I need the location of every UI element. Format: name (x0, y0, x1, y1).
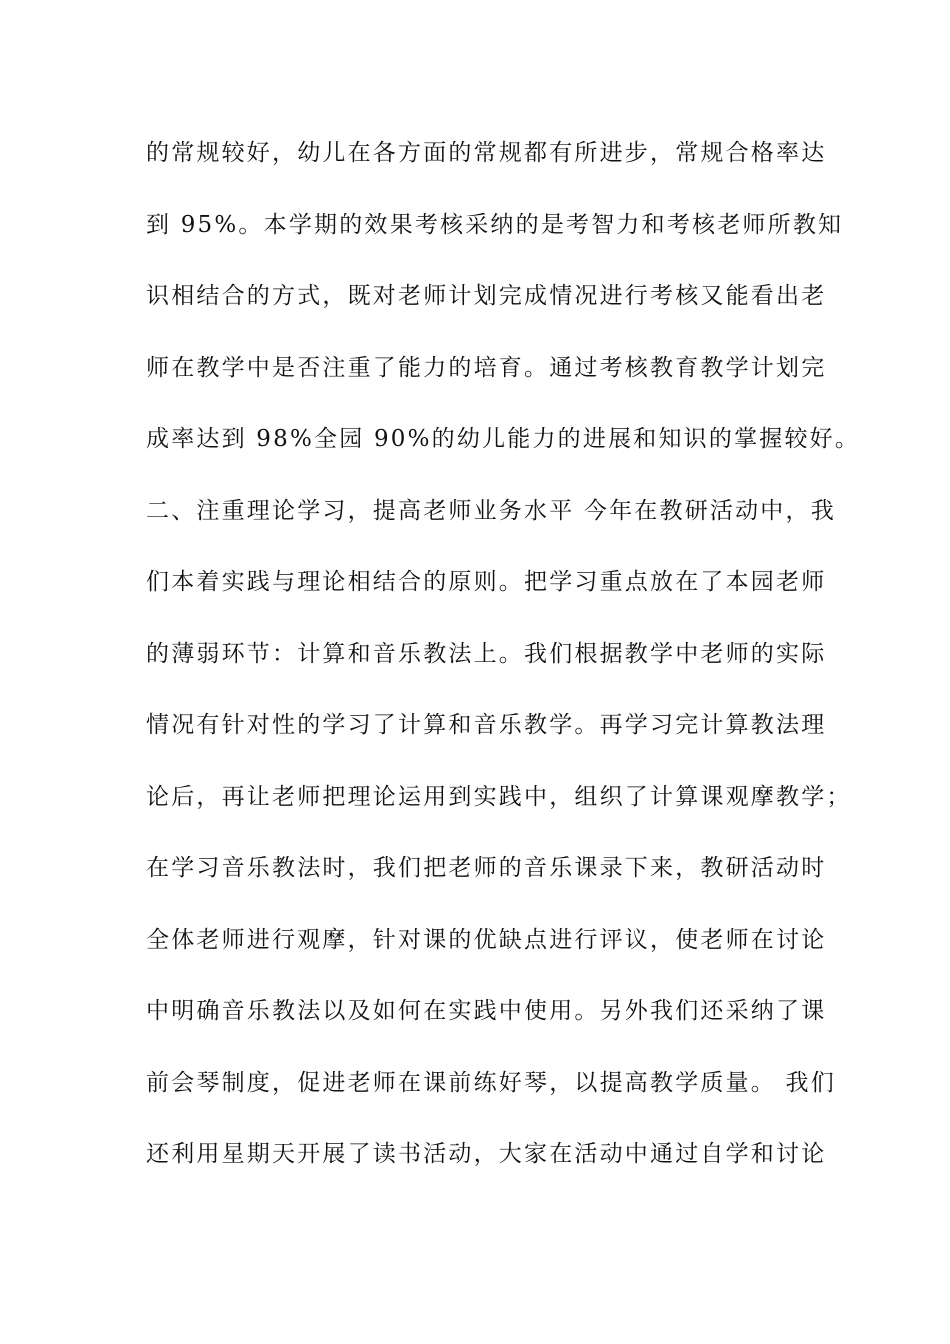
text-line: 全体老师进行观摩，针对课的优缺点进行评议，使老师在讨论 (146, 926, 827, 953)
text-line: 论后，再让老师把理论运用到实践中，组织了计算课观摩教学； (146, 783, 852, 810)
body-text (146, 130, 861, 1203)
text-line: 到 95%。本学期的效果考核采纳的是考智力和考核老师所教知 (146, 211, 844, 238)
text-line: 还利用星期天开展了读书活动，大家在活动中通过自学和讨论 (146, 1141, 827, 1167)
text-line: 的薄弱环节：计算和音乐教法上。我们根据教学中老师的实际 (146, 640, 827, 667)
text-line: 成率达到 98%全园 90%的幼儿能力的进展和知识的掌握较好。 (146, 426, 861, 452)
text-line: 中明确音乐教法以及如何在实践中使用。另外我们还采纳了课 (146, 998, 827, 1024)
text-line: 在学习音乐教法时，我们把老师的音乐课录下来，教研活动时 (146, 855, 827, 881)
text-line: 识相结合的方式，既对老师计划完成情况进行考核又能看出老 (146, 283, 827, 309)
text-line: 的常规较好，幼儿在各方面的常规都有所进步，常规合格率达 (146, 140, 827, 166)
section-heading-line: 二、注重理论学习，提高老师业务水平 今年在教研活动中，我 (146, 497, 836, 524)
text-line: 们本着实践与理论相结合的原则。把学习重点放在了本园老师 (146, 569, 827, 595)
text-line: 情况有针对性的学习了计算和音乐教学。再学习完计算教法理 (146, 712, 827, 738)
text-line: 前会琴制度，促进老师在课前练好琴，以提高教学质量。 我们 (146, 1069, 836, 1096)
text-line: 师在教学中是否注重了能力的培育。通过考核教育教学计划完 (146, 354, 827, 381)
